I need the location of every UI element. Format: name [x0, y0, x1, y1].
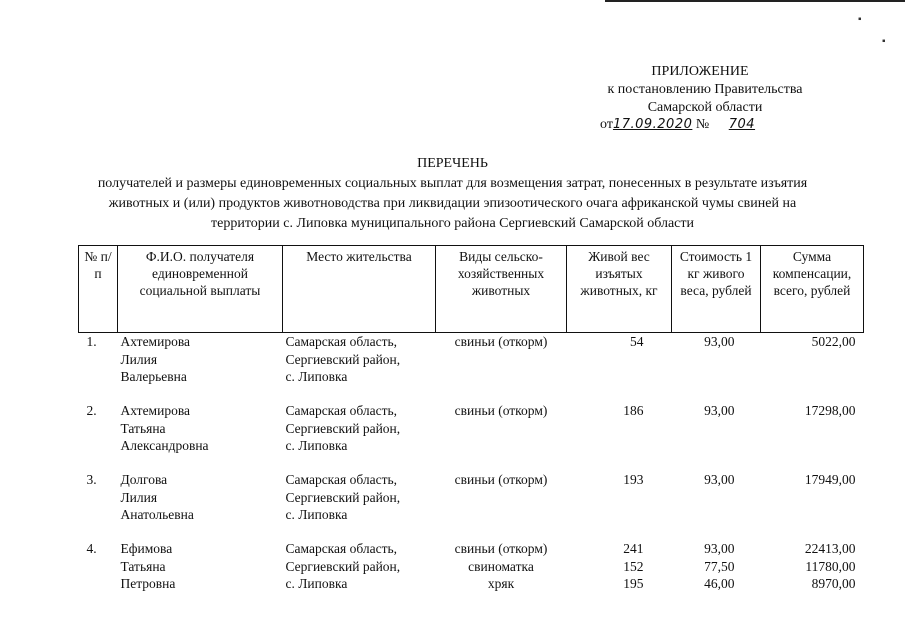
live-weight-cell [567, 540, 672, 609]
recipient-name-line: Ахтемирова [120, 334, 191, 349]
live-weight-cell [567, 471, 672, 540]
live-weight-line: 186 [623, 403, 644, 418]
residence-line: Самарская область, [285, 541, 398, 556]
residence-line: Сергиевский район, [285, 489, 401, 505]
animal-type-cell [436, 540, 567, 609]
animal-type-line: свиньи (откорм) [454, 541, 548, 556]
compensation-sum-line: 5022,00 [811, 334, 856, 349]
table-row [79, 402, 864, 471]
recipient-name-line: Татьяна [120, 420, 166, 436]
number-label: № [695, 117, 710, 132]
appendix-title: ПРИЛОЖЕНИЕ [651, 64, 749, 79]
recipients-table [78, 245, 864, 609]
residence-line: с. Липовка [285, 438, 348, 453]
residence-line: Сергиевский район, [285, 558, 401, 574]
compensation-sum-line: 11780,00 [805, 558, 856, 574]
header-compensation: Сумма компенсации, всего, рублей [761, 246, 864, 333]
document-subtitle: получателей и размеры единовременных социальных выплат для возмещения затрат, понесенных в результате изъятия животных и (или) продуктов животноводства при ликвидации эпизоотического очага африканской чумы свиней на территории с. Липовка муниципального района Сергиевский Самарской области [97, 176, 808, 231]
table-header-row [79, 246, 864, 333]
table-row [79, 471, 864, 540]
header-price: Стоимость 1 кг живого веса, рублей [672, 246, 761, 333]
header-animal-type: Виды сельско-хозяйственных животных [436, 246, 567, 333]
recipient-name-line: Лилия [120, 489, 158, 505]
residence-line: Сергиевский район, [285, 420, 401, 436]
row-number-cell: 2. [86, 403, 97, 418]
residence-cell [283, 333, 436, 403]
recipient-name-cell [118, 471, 283, 540]
price-per-kg-line: 93,00 [704, 472, 735, 487]
table-row [79, 333, 864, 403]
recipient-name-line: Долгова [120, 472, 168, 487]
scan-speck: ▪ [882, 36, 886, 47]
price-per-kg-cell [672, 540, 761, 609]
recipient-name-line: Ахтемирова [120, 403, 191, 418]
live-weight-line: 152 [623, 558, 644, 574]
scan-speck: ▪ [858, 14, 862, 25]
live-weight-cell [567, 402, 672, 471]
residence-line: с. Липовка [285, 576, 348, 591]
animal-type-cell [436, 333, 567, 403]
recipient-name-line: Лилия [120, 351, 158, 367]
compensation-sum-line: 22413,00 [804, 541, 856, 556]
compensation-sum-cell [761, 471, 864, 540]
recipient-name-line: Татьяна [120, 558, 166, 574]
price-per-kg-cell [672, 333, 761, 403]
animal-type-line: свиньи (откорм) [454, 403, 548, 418]
recipient-name-cell [118, 333, 283, 403]
header-weight: Живой вес изъятых животных, кг [567, 246, 672, 333]
animal-type-line: хряк [487, 576, 515, 591]
recipient-name-line: Ефимова [120, 541, 173, 556]
live-weight-line: 241 [623, 541, 644, 556]
animal-type-line: свиньи (откорм) [454, 334, 548, 349]
date-prefix: от [600, 117, 613, 132]
animal-type-line: свиноматка [468, 558, 534, 574]
scan-border [605, 0, 905, 6]
recipient-name-line: Анатольевна [120, 507, 194, 522]
residence-cell [283, 402, 436, 471]
price-per-kg-line: 93,00 [704, 334, 735, 349]
table-row [79, 540, 864, 609]
price-per-kg-line: 77,50 [704, 558, 735, 574]
animal-type-cell [436, 402, 567, 471]
price-per-kg-cell [672, 471, 761, 540]
header-address: Место жительства [283, 246, 436, 333]
appendix-line-1: к постановлению Правительства [607, 82, 803, 97]
live-weight-line: 54 [630, 334, 644, 349]
residence-cell [283, 471, 436, 540]
price-per-kg-line: 93,00 [704, 541, 735, 556]
handwritten-number: 704 [728, 117, 756, 132]
residence-line: Самарская область, [285, 334, 398, 349]
live-weight-cell [567, 333, 672, 403]
live-weight-line: 195 [623, 576, 644, 591]
animal-type-cell [436, 471, 567, 540]
appendix-date-line [600, 116, 810, 134]
recipient-name-cell [118, 540, 283, 609]
compensation-sum-cell [761, 402, 864, 471]
residence-line: с. Липовка [285, 507, 348, 522]
recipient-name-line: Валерьевна [120, 369, 187, 384]
recipient-name-cell [118, 402, 283, 471]
compensation-sum-cell [761, 333, 864, 403]
residence-cell [283, 540, 436, 609]
residence-line: Самарская область, [285, 403, 398, 418]
appendix-line-2: Самарской области [647, 100, 763, 115]
handwritten-date: 17.09.2020 [612, 117, 693, 132]
row-number-cell: 1. [86, 334, 97, 349]
animal-type-line: свиньи (откорм) [454, 472, 548, 487]
header-name: Ф.И.О. получателя единовременной социальной выплаты [118, 246, 283, 333]
price-per-kg-cell [672, 402, 761, 471]
residence-line: с. Липовка [285, 369, 348, 384]
compensation-sum-line: 17949,00 [804, 472, 856, 487]
header-number: № п/п [79, 246, 118, 333]
compensation-sum-cell [761, 540, 864, 609]
price-per-kg-line: 46,00 [704, 576, 735, 591]
residence-line: Самарская область, [285, 472, 398, 487]
price-per-kg-line: 93,00 [704, 403, 735, 418]
document-title: ПЕРЕЧЕНЬ [417, 156, 488, 171]
row-number-cell: 3. [86, 472, 97, 487]
recipient-name-line: Александровна [120, 438, 209, 453]
live-weight-line: 193 [623, 472, 644, 487]
recipient-name-line: Петровна [120, 576, 176, 591]
compensation-sum-line: 8970,00 [811, 576, 856, 591]
residence-line: Сергиевский район, [285, 351, 401, 367]
compensation-sum-line: 17298,00 [804, 403, 856, 418]
row-number-cell: 4. [86, 541, 97, 556]
